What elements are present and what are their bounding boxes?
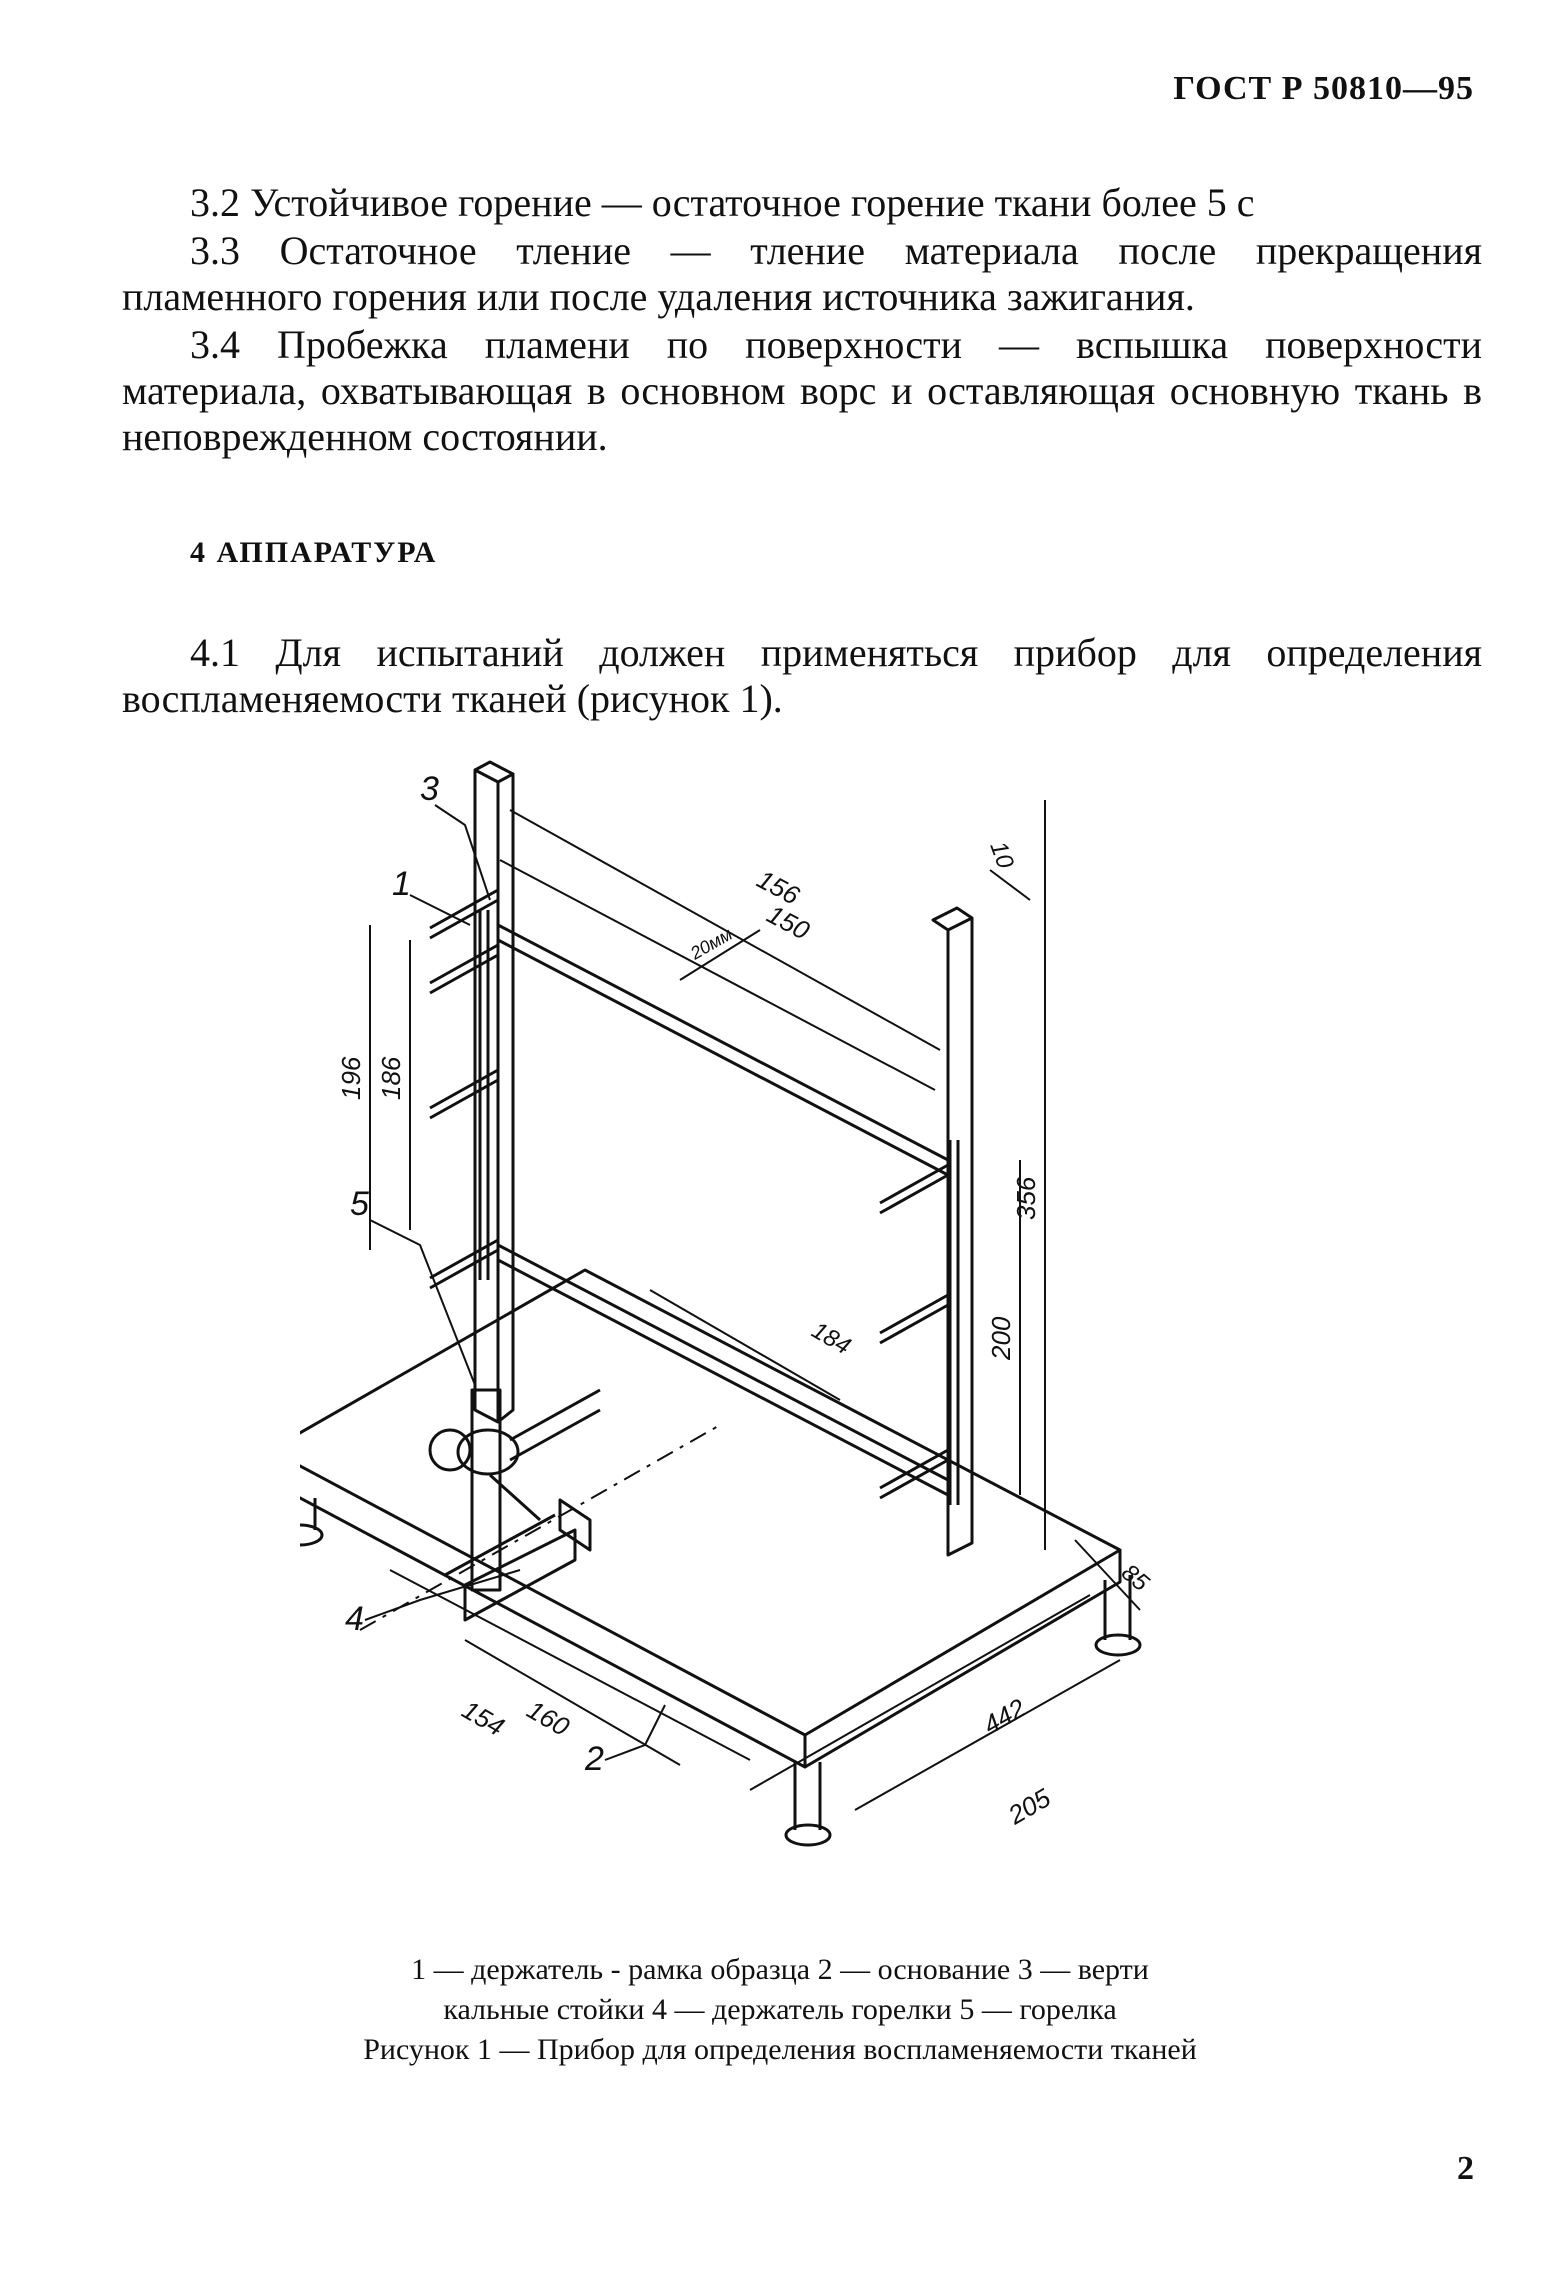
right-post-front [948, 918, 972, 1555]
term-3-2: 3.2 Устойчивое горение — остаточное горение ткани более 5 с [190, 180, 1255, 225]
dim-156: 156 [752, 863, 805, 911]
page-number: 2 [1457, 2150, 1474, 2187]
frame-right-rail [950, 1140, 958, 1505]
dim-184: 184 [807, 1316, 856, 1361]
callout-2: 2 [585, 1740, 604, 1778]
term-3-4: 3.4 Пробежка пламени по поверхности — вспышка поверхности материала, охватывающая в основном ворс и оставляющая основную ткань в неповрежденном состоянии. [122, 322, 1482, 459]
figure-caption-line-1: 1 — держатель - рамка образца 2 — основание 3 — верти [411, 1953, 1149, 1986]
leg-front [795, 1762, 820, 1830]
dim-160: 160 [522, 1694, 575, 1742]
pins-mid-right [880, 1295, 948, 1343]
figure-title: Рисунок 1 — Прибор для определения воспламеняемости тканей [363, 2033, 1197, 2066]
dim-196: 196 [336, 1056, 366, 1100]
dim-205: 205 [1003, 1782, 1056, 1831]
document-header: ГОСТ Р 50810—95 [1173, 70, 1474, 107]
base-plate-side [805, 1550, 1120, 1767]
dim-10: 10 [984, 837, 1019, 873]
foot-left [300, 1525, 322, 1545]
dim-154: 154 [457, 1694, 510, 1742]
term-3-3: 3.3 Остаточное тление — тление материала после прекращения пламенного горения или после удаления источника зажигания. [122, 228, 1482, 319]
burner-nozzle [490, 1475, 540, 1520]
dim-442: 442 [978, 1692, 1031, 1741]
callout-3: 3 [420, 770, 439, 808]
burner-rail [445, 1515, 575, 1620]
dim-150: 150 [762, 898, 815, 946]
foot-right [1096, 1635, 1140, 1655]
callout-4: 4 [345, 1600, 364, 1638]
pins-top-right [880, 1165, 948, 1213]
burner-tube [510, 1390, 600, 1460]
callout-5: 5 [350, 1185, 369, 1223]
dim-186: 186 [376, 1056, 406, 1100]
figure-caption-line-2: кальные стойки 4 — держатель горелки 5 — горелка [443, 1993, 1117, 2026]
callout-1: 1 [392, 865, 411, 903]
dim-356: 356 [1011, 1176, 1041, 1220]
dim-85: 85 [1116, 1558, 1154, 1597]
foot-front [786, 1825, 830, 1845]
dim-200: 200 [986, 1316, 1016, 1360]
clause-4-1: 4.1 Для испытаний должен применяться прибор для определения воспламеняемости тканей (рисунок 1). [122, 630, 1482, 721]
burner-valve [458, 1430, 518, 1474]
dim-20mm: 20мм [687, 923, 736, 964]
apparatus-diagram [300, 760, 1280, 1950]
section-heading: 4 АППАРАТУРА [190, 536, 438, 569]
frame-top-bar [498, 925, 948, 1175]
